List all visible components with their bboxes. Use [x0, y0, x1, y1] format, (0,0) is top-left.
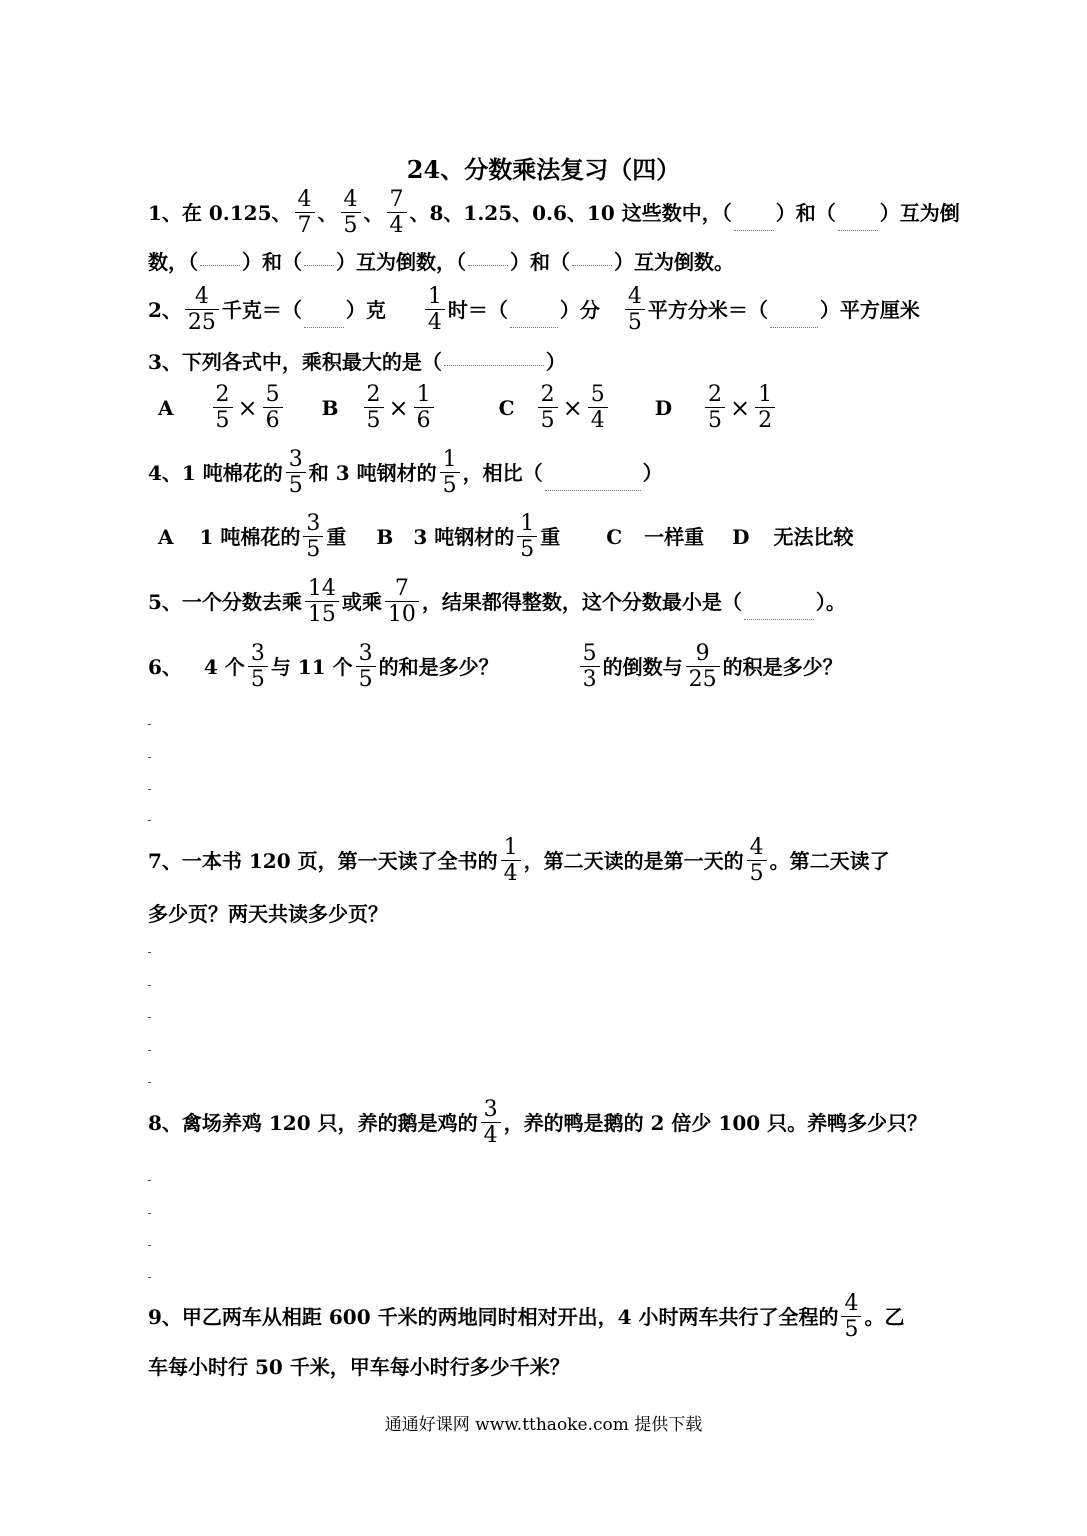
fraction: $\frac{4}{7}$: [295, 188, 315, 237]
q8-text: 8、禽场养鸡 120 只，养的鹅是鸡的: [148, 1110, 478, 1135]
separator: 、: [363, 200, 384, 225]
q2-text: ）分: [559, 297, 600, 322]
answer-blank[interactable]: [734, 226, 774, 231]
option-label[interactable]: A: [158, 524, 174, 549]
answer-blank[interactable]: [838, 226, 878, 231]
fraction: $\frac{1}{6}$: [414, 383, 434, 432]
fraction: $\frac{5}{4}$: [588, 383, 608, 432]
fraction: $\frac{2}{5}$: [364, 383, 384, 432]
q8-text: ，养的鸭是鹅的 2 倍少 100 只。养鸭多少只？: [503, 1110, 928, 1135]
q4-text: ）: [642, 460, 663, 485]
question-9-line-1: [148, 1292, 904, 1341]
option-label[interactable]: C: [498, 395, 515, 420]
fraction: $\frac{1}{5}$: [440, 448, 460, 497]
q9-text: 车每小时行 50 千米，甲车每小时行多少千米？: [148, 1355, 570, 1379]
answer-blank[interactable]: [200, 261, 240, 266]
q1-text: ）和（: [510, 250, 570, 274]
q1-text: ）互为倒数。: [614, 250, 734, 274]
q2-text: ）克: [345, 297, 386, 322]
fraction: $\frac{2}{5}$: [213, 383, 233, 432]
q6-text: 与 11 个: [270, 654, 353, 679]
question-7-line-1: [148, 836, 890, 885]
question-6: [148, 642, 843, 691]
answer-space-mark: [148, 1050, 151, 1051]
q3-text: ）: [545, 350, 566, 374]
fraction: $\frac{7}{10}$: [385, 577, 419, 626]
question-2: [148, 285, 920, 334]
option-label[interactable]: A: [158, 395, 174, 420]
answer-blank[interactable]: [744, 615, 814, 620]
q2-text: ）平方厘米: [819, 297, 920, 322]
q7-text: 多少页？两天共读多少页？: [148, 902, 388, 926]
times-sign: ×: [730, 393, 751, 422]
q5-text: 或乘: [341, 589, 382, 614]
answer-blank[interactable]: [510, 323, 558, 328]
answer-space-mark: [148, 1180, 151, 1181]
footer-source: 通通好课网 www.tthaoke.com 提供下载: [384, 1415, 703, 1435]
question-1-line-1: [148, 188, 960, 237]
question-3: [148, 352, 566, 372]
answer-blank[interactable]: [572, 261, 612, 266]
question-8: [148, 1098, 927, 1147]
q9-text: 9、甲乙两车从相距 600 千米的两地同时相对开出，4 小时两车共行了全程的: [148, 1304, 839, 1329]
q5-text: ，结果都得整数，这个分数最小是（: [421, 589, 742, 614]
fraction: $\frac{7}{4}$: [387, 188, 407, 237]
option-label[interactable]: B: [321, 395, 339, 420]
fraction: $\frac{2}{5}$: [705, 383, 725, 432]
q2-text: 平方分米＝（: [647, 297, 768, 322]
answer-space-mark: [148, 985, 151, 986]
fraction: $\frac{4}{5}$: [841, 1292, 861, 1341]
q1-rest: 、8、1.25、0.6、10 这些数中，（: [409, 200, 732, 225]
answer-space-mark: [148, 757, 151, 758]
q4-text: ，相比（: [462, 460, 543, 485]
q5-text: 5、一个分数去乘: [148, 589, 302, 614]
answer-space-mark: [148, 1277, 151, 1278]
q2-text: 时＝（: [447, 297, 508, 322]
q6-text: 的积是多少？: [722, 654, 843, 679]
q1-text: ）互为倒: [879, 200, 960, 225]
question-3-options: [158, 383, 778, 432]
page-title: 24、分数乘法复习（四）: [406, 155, 681, 184]
q7-text: 7、一本书 120 页，第一天读了全书的: [148, 848, 498, 873]
fraction: $\frac{5}{6}$: [263, 383, 283, 432]
q1-text: ）和（: [775, 200, 836, 225]
answer-space-mark: [148, 789, 151, 790]
question-4: [148, 448, 663, 497]
times-sign: ×: [237, 393, 258, 422]
answer-space-mark: [148, 1017, 151, 1018]
answer-space-mark: [148, 1245, 151, 1246]
fraction: $\frac{4}{5}$: [625, 285, 645, 334]
q7-text: 。第二天读了: [769, 848, 890, 873]
option-text: 一样重: [644, 524, 705, 549]
q6-text: 4 个: [203, 654, 245, 679]
q9-text: 。乙: [864, 1304, 905, 1329]
question-5: [148, 577, 846, 626]
fraction: $\frac{3}{4}$: [481, 1098, 501, 1147]
q6-lead: 6、: [148, 654, 182, 679]
question-1-line-2: [148, 252, 734, 272]
q4-text: 4、1 吨棉花的: [148, 460, 283, 485]
q1-text: ）和（: [242, 250, 302, 274]
answer-blank[interactable]: [304, 323, 344, 328]
q7-text: ，第二天读的是第一天的: [523, 848, 744, 873]
fraction: $\frac{3}{5}$: [356, 642, 376, 691]
option-label[interactable]: B: [376, 524, 394, 549]
fraction: $\frac{1}{4}$: [425, 285, 445, 334]
option-text: 3 吨钢材的: [413, 524, 515, 549]
fraction: $\frac{3}{5}$: [303, 512, 323, 561]
q3-stem: 3、下列各式中，乘积最大的是（: [148, 350, 442, 374]
answer-blank[interactable]: [468, 261, 508, 266]
fraction: $\frac{3}{5}$: [286, 448, 306, 497]
answer-space-mark: [148, 724, 151, 725]
fraction: $\frac{2}{5}$: [538, 383, 558, 432]
question-7-line-2: [148, 904, 388, 924]
fraction: $\frac{14}{15}$: [305, 577, 339, 626]
answer-blank[interactable]: [444, 361, 544, 366]
times-sign: ×: [562, 393, 583, 422]
question-4-options: [158, 512, 853, 561]
q5-text: ）。: [815, 589, 846, 614]
q2-text: 千克＝（: [221, 297, 302, 322]
fraction: $\frac{9}{25}$: [686, 642, 720, 691]
times-sign: ×: [388, 393, 409, 422]
fraction: $\frac{1}{4}$: [501, 836, 521, 885]
question-9-line-2: [148, 1357, 570, 1377]
q1-text: 数，（: [148, 250, 198, 274]
answer-blank[interactable]: [770, 323, 818, 328]
fraction: $\frac{4}{5}$: [341, 188, 361, 237]
q1-text: ）互为倒数，（: [336, 250, 466, 274]
fraction: $\frac{5}{3}$: [580, 642, 600, 691]
fraction: $\frac{1}{2}$: [755, 383, 775, 432]
option-text: 无法比较: [773, 524, 854, 549]
option-label[interactable]: D: [654, 395, 673, 420]
fraction: $\frac{3}{5}$: [248, 642, 268, 691]
option-label[interactable]: C: [606, 524, 623, 549]
option-text: 重: [326, 524, 347, 549]
option-text: 重: [540, 524, 561, 549]
option-text: 1 吨棉花的: [199, 524, 301, 549]
answer-blank[interactable]: [304, 261, 334, 266]
q6-text: 的和是多少？: [378, 654, 499, 679]
q2-lead: 2、: [148, 297, 182, 322]
answer-space-mark: [148, 820, 151, 821]
q4-text: 和 3 吨钢材的: [308, 460, 437, 485]
fraction: $\frac{4}{25}$: [185, 285, 219, 334]
q6-text: 的倒数与: [602, 654, 683, 679]
answer-space-mark: [148, 1082, 151, 1083]
separator: 、: [317, 200, 338, 225]
answer-blank[interactable]: [545, 486, 641, 491]
answer-space-mark: [148, 1213, 151, 1214]
answer-space-mark: [148, 952, 151, 953]
option-label[interactable]: D: [732, 524, 750, 549]
fraction: $\frac{1}{5}$: [517, 512, 537, 561]
q1-lead: 1、在 0.125、: [148, 200, 292, 225]
fraction: $\frac{4}{5}$: [747, 836, 767, 885]
